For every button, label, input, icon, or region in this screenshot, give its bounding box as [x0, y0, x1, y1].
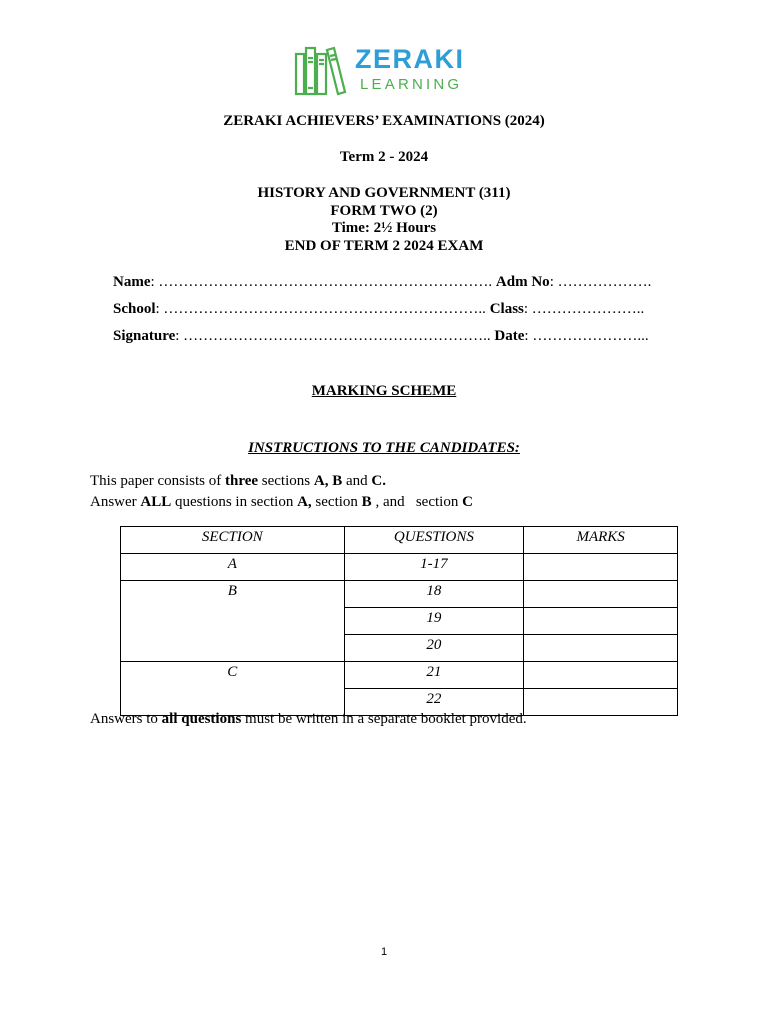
logo-title: ZERAKI: [355, 44, 465, 74]
form-label: FORM TWO (2): [330, 203, 438, 219]
text: section: [311, 494, 362, 510]
table-row: [121, 554, 678, 581]
time-label: Time: 2½ Hours: [331, 220, 437, 236]
marks-cell[interactable]: [524, 554, 678, 581]
class-field[interactable]: : …………………..: [523, 301, 645, 317]
instructions-heading: INSTRUCTIONS TO THE CANDIDATES:: [248, 440, 520, 456]
text-bold: A,: [297, 494, 312, 510]
marks-cell[interactable]: [524, 635, 678, 662]
logo-subtitle: LEARNING: [360, 76, 463, 93]
name-field[interactable]: : ………………………………………………………….: [150, 274, 493, 290]
text-bold: all questions: [161, 711, 242, 727]
signature-field[interactable]: : ……………………………………………………..: [175, 328, 491, 344]
term-label: Term 2 - 2024: [339, 149, 429, 165]
text: and: [342, 473, 372, 489]
signature-label: Signature: [113, 328, 176, 344]
name-row: [113, 273, 651, 291]
date-label: Date: [494, 328, 525, 344]
text-bold: A, B: [313, 473, 343, 489]
subject-label: HISTORY AND GOVERNMENT (311): [257, 185, 511, 201]
marks-cell[interactable]: [524, 581, 678, 608]
class-label: Class: [489, 301, 524, 317]
header-questions: QUESTIONS: [344, 527, 524, 554]
date-field[interactable]: : …………………...: [524, 328, 649, 344]
questions-cell: 22: [344, 689, 524, 716]
school-field[interactable]: : ………………………………………………………..: [155, 301, 486, 317]
adm-label: Adm No: [495, 274, 550, 290]
text-bold: C.: [371, 473, 386, 489]
questions-cell: 19: [344, 608, 524, 635]
text-bold: C: [462, 494, 473, 510]
marking-scheme-title: MARKING SCHEME: [311, 383, 457, 399]
text: sections: [258, 473, 314, 489]
table-header-row: [121, 527, 678, 554]
table-row: [121, 662, 678, 689]
questions-cell: 21: [344, 662, 524, 689]
marks-cell[interactable]: [524, 689, 678, 716]
text: must be written in a separate booklet provided.: [241, 711, 527, 727]
text-bold: B: [361, 494, 372, 510]
school-label: School: [113, 301, 156, 317]
exam-name: END OF TERM 2 2024 EXAM: [284, 238, 484, 254]
text-bold: ALL: [140, 494, 172, 510]
name-label: Name: [113, 274, 151, 290]
sections-table: [120, 526, 678, 716]
answers-note: [90, 710, 527, 728]
marks-cell[interactable]: [524, 608, 678, 635]
instructions-line-2: [90, 493, 473, 511]
section-cell: C: [121, 662, 345, 716]
header-section: SECTION: [121, 527, 345, 554]
page-number: 1: [380, 946, 388, 958]
questions-cell: 1-17: [344, 554, 524, 581]
text-bold: three: [224, 473, 259, 489]
instructions-line-1: [90, 472, 386, 490]
marks-cell[interactable]: [524, 662, 678, 689]
section-cell: B: [121, 581, 345, 662]
section-cell: A: [121, 554, 345, 581]
text: This paper consists of: [90, 473, 225, 489]
zeraki-logo: [294, 44, 484, 98]
adm-field[interactable]: : ……………….: [549, 274, 652, 290]
text: , and section: [371, 494, 463, 510]
text: Answers to: [90, 711, 162, 727]
exam-title: ZERAKI ACHIEVERS’ EXAMINATIONS (2024): [223, 113, 545, 129]
signature-row: [113, 327, 649, 345]
questions-cell: 18: [344, 581, 524, 608]
text: Answer: [90, 494, 141, 510]
header-marks: MARKS: [524, 527, 678, 554]
questions-cell: 20: [344, 635, 524, 662]
table-row: [121, 581, 678, 608]
books-icon: [294, 44, 350, 98]
school-row: [113, 300, 644, 318]
text: questions in section: [171, 494, 298, 510]
